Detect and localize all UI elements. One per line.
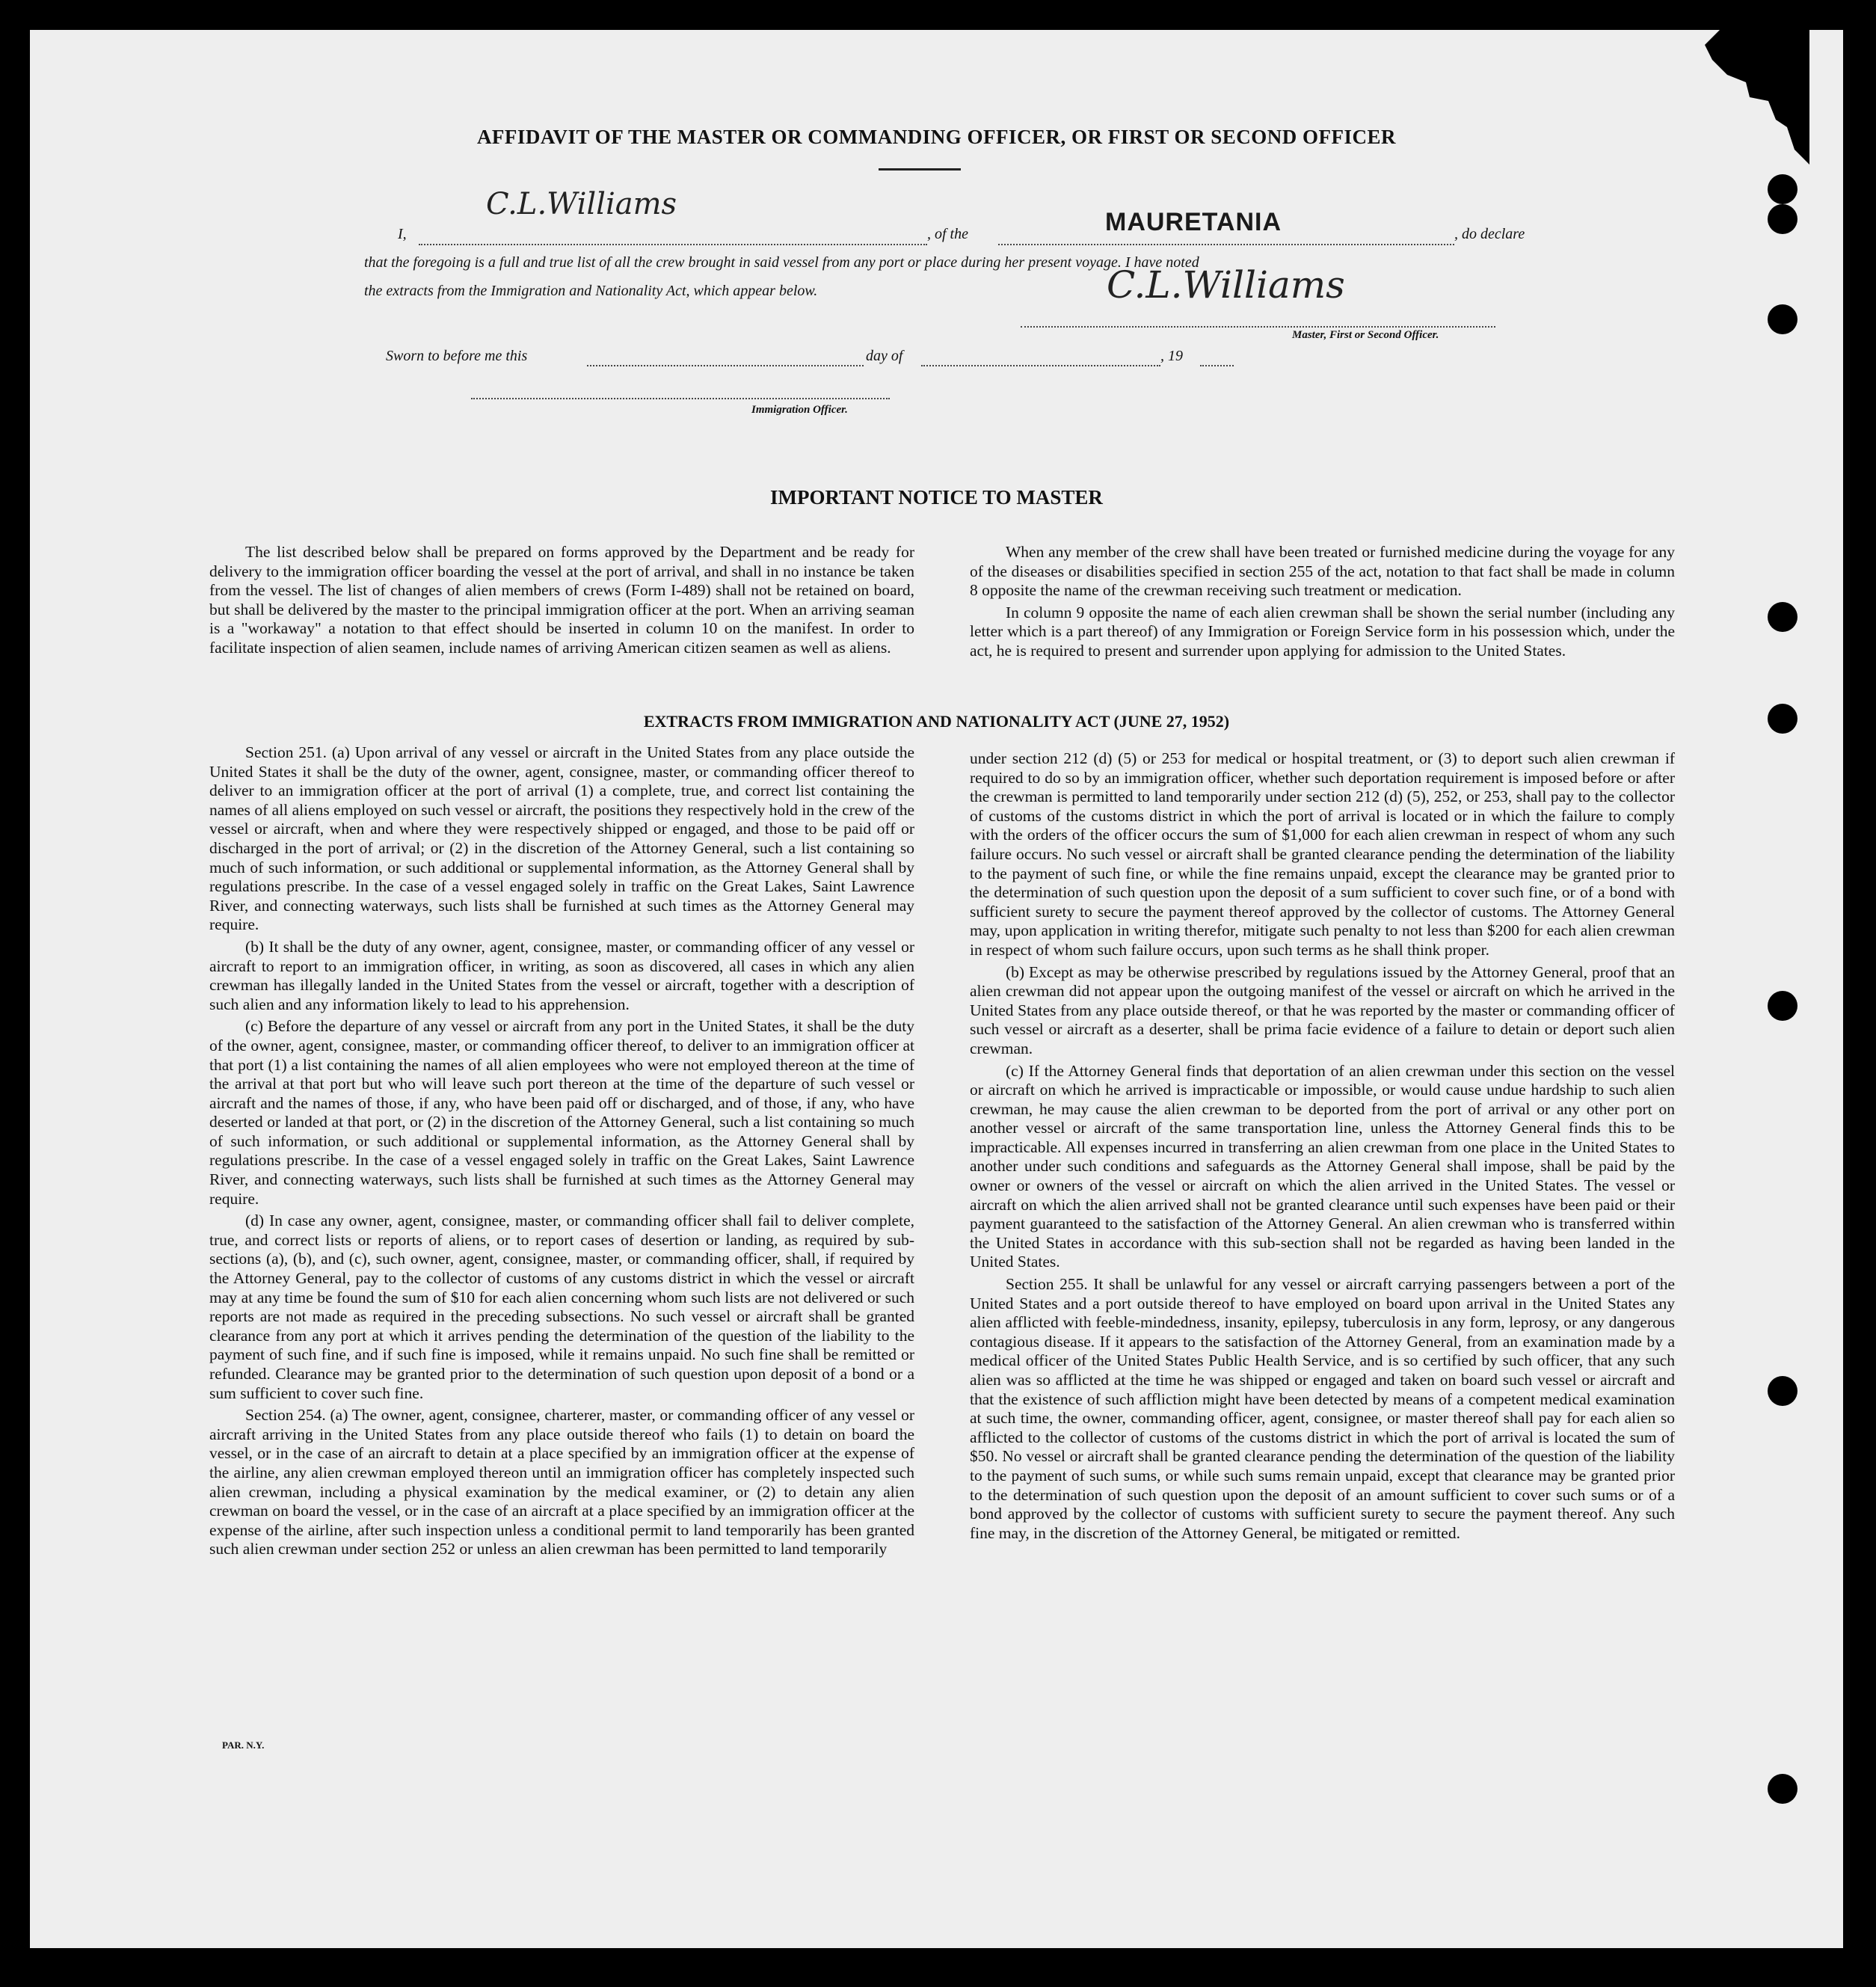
section-254-c: (c) If the Attorney General finds that deportation of an alien crewman under this section on the vessel or aircraft on which he arrived is impracticable or impossible, or would cause undue hardship to such alien crewman, he may cause the alien crewman to be deported from the port of arrival or any other port on another vessel or aircraft of the same transportation line, unless the Attorney General finds this to be impracticable. All expenses incurred in transferring an alien crewman from one place in the United States to another under such conditions and safeguards as the Attorney General shall impose, shall be paid by the owner or owners of the vessel or aircraft on which the alien arrived in the United States. The vessel or aircraft on which the alien arrived shall not be granted clearance until such expenses have been paid or their payment guaranteed to the satisfaction of the Attorney General. An alien crewman who is transferred within the United States in accordance with this sub-section shall not be regarded as having been landed in the United States. — [970, 1061, 1675, 1271]
binder-hole — [1768, 704, 1797, 734]
notice-right-column — [970, 543, 1675, 664]
master-signature: C.L.Williams — [1107, 263, 1345, 307]
officer-name-handwritten: C.L.Williams — [486, 187, 677, 221]
section-251-d: (d) In case any owner, agent, consignee, master, or commanding officer shall fail to deliver complete, true, and correct lists or reports of aliens, or to report cases of desertion or landing, as required by sub-sections (a), (b), and (c), such owner, agent, consignee, master, or commanding officer, shall, if required by the Attorney General, pay to the collector of customs of any customs district in which the vessel or aircraft may at any time be found the sum of $10 for each alien concerning whom such lists are not delivered or such reports are not made as required in the preceding subsections. No such vessel or aircraft shall be granted clearance from any port at which it arrives pending the determination of the question of the liability to the payment of such fine, and if such fine is imposed, while it remains unpaid. No such fine shall be remitted or refunded. Clearance may be granted prior to the determination of such question upon deposit of a bond or a sum sufficient to cover such fine. — [209, 1211, 914, 1402]
sworn-label: Sworn to before me this — [386, 348, 528, 364]
section-255: Section 255. It shall be unlawful for any vessel or aircraft carrying passengers between a port of the United States and a port outside thereof to have employed on board upon arrival in the United States any alien afflicted with feeble-mindedness, insanity, epilepsy, tuberculosis in any form, leprosy, or any dangerous contagious disease. If it appears to the satisfaction of the Attorney General, from an examination made by a medical officer of the United States Public Health Service, and is so certified by such officer, that any such alien was so afflicted at the time he was shipped or engaged and taken on board such vessel or aircraft and that the existence of such affliction might have been detected by means of a competent medical examination at such time, the owner, commanding officer, agent, consignee, or master thereof shall pay for each alien so afflicted to the collector of customs of the customs district in which the port of arrival is located the sum of $50. No vessel or aircraft shall be granted clearance pending the determination of the question of the liability to the payment of such sums, or while such sums remain unpaid, except that clearance may be granted prior to the determination of such question upon the deposit of an amount sufficient to cover such sums or of a bond approved by the collector of customs with sufficient surety to secure the payment thereof. Any such fine may, in the discretion of the Attorney General, be mitigated or remitted. — [970, 1275, 1675, 1542]
binder-hole — [1768, 1376, 1797, 1406]
label-of-the: , of the — [927, 226, 968, 242]
label-i: I, — [398, 226, 407, 242]
sworn-day-line — [587, 365, 864, 366]
signer-caption: Master, First or Second Officer. — [1292, 329, 1439, 341]
notice-left-column — [209, 543, 914, 661]
declaration-line-2: the extracts from the Immigration and Nationality Act, which appear below. — [364, 283, 818, 299]
officer-name-line — [419, 244, 927, 245]
sworn-month-line — [921, 365, 1160, 366]
immigration-officer-line — [471, 398, 890, 399]
notice-title: IMPORTANT NOTICE TO MASTER — [770, 486, 1103, 509]
vessel-name-line — [998, 244, 1454, 245]
section-254-a-continued: under section 212 (d) (5) or 253 for medical or hospital treatment, or (3) to deport such alien crewman if required to do so by an immigration officer, whether such deportation requirement is imposed before or after the crewman is permitted to land temporarily under section 212 (d) (5), 252, or 253, shall pay to the collector of customs of the customs district in which the port of arrival is located or in which the failure to comply with the orders of the officer occurs the sum of $1,000 for each alien crewman in respect of whom any such failure occurs. No such vessel or aircraft shall be granted clearance pending the determination of the liability to the payment of such fine, or while the fine remains unpaid, except the clearance may be granted prior to the determination of such question upon the deposit of a sum sufficient to cover such fine, or of a bond with sufficient surety to secure the payment thereof approved by the collector of customs. The Attorney General may, upon application in writing therefor, mitigate such penalty to not less than $200 for each alien crewman in respect of whom such failure occurs, upon such terms as he shall think proper. — [970, 749, 1675, 959]
section-251-a: Section 251. (a) Upon arrival of any vessel or aircraft in the United States from any place outside the United States it shall be the duty of the owner, agent, consignee, master, or commanding officer thereof to deliver to an immigration officer at the port of arrival (1) a complete, true, and correct list containing the names of all aliens employed on such vessel or aircraft, the positions they respectively hold in the crew of the vessel or aircraft, when and where they were respectively shipped or engaged, and those to be paid off or discharged in the port of arrival; or (2) in the discretion of the Attorney General, such a list containing so much of such information, or such additional or supplemental information, as the Attorney General shall by regulations prescribe. In the case of a vessel engaged solely in traffic on the Great Lakes, Saint Lawrence River, and connecting waterways, such lists shall be furnished at such times as the Attorney General may require. — [209, 743, 914, 934]
section-254-b: (b) Except as may be otherwise prescribed by regulations issued by the Attorney General, proof that an alien crewman did not appear upon the outgoing manifest of the vessel or aircraft on which he arrived in the United States from any place outside thereof, or that he was reported by the master or commanding officer of such vessel or aircraft as a deserter, shall be prima facie evidence of a failure to detain or deport such alien crewman. — [970, 962, 1675, 1057]
binder-hole — [1768, 304, 1797, 334]
signature-line — [1021, 326, 1495, 328]
year-label: , 19 — [1160, 348, 1183, 364]
section-251-b: (b) It shall be the duty of any owner, agent, consignee, master, or commanding officer of any vessel or aircraft to report to an immigration officer, in writing, as soon as discovered, all cases in which any alien crewman has illegally landed in the United States from the vessel or aircraft, together with a description of such alien and any information likely to lead to his apprehension. — [209, 937, 914, 1013]
vessel-name: MAURETANIA — [1105, 208, 1282, 236]
title-divider — [879, 168, 961, 171]
label-do-declare: , do declare — [1454, 226, 1525, 242]
binder-hole — [1768, 204, 1797, 234]
binder-hole — [1768, 602, 1797, 632]
declaration-line-1: that the foregoing is a full and true list of all the crew brought in said vessel from any port or place during her present voyage. I have noted — [364, 254, 1199, 271]
binder-hole — [1768, 991, 1797, 1021]
binder-hole — [1768, 174, 1797, 204]
affidavit-title: AFFIDAVIT OF THE MASTER OR COMMANDING OFFICER, OR FIRST OR SECOND OFFICER — [476, 126, 1397, 148]
extracts-left-column — [209, 743, 914, 1562]
torn-corner — [1705, 30, 1809, 172]
notice-right-paragraph-2: In column 9 opposite the name of each alien crewman shall be shown the serial number (including any letter which is a part thereof) of any Immigration or Foreign Service form in his possession which, under the act, he is required to present and surrender upon applying for admission to the United States. — [970, 603, 1675, 660]
printer-mark: PAR. N.Y. — [222, 1739, 265, 1751]
binder-hole — [1768, 1774, 1797, 1804]
extracts-right-column — [970, 749, 1675, 1546]
notice-left-paragraph: The list described below shall be prepared on forms approved by the Department and be ready for delivery to the immigration officer boarding the vessel at the port of arrival, and shall in no instance be taken from the vessel. The list of changes of alien members of crews (Form I-489) shall not be retained on board, but shall be delivered by the master to the principal immigration officer at the port. When an arriving seaman is a "workaway" a notation to that effect should be inserted in column 10 on the manifest. In order to facilitate inspection of alien seamen, include names of arriving American citizen seamen as well as aliens. — [209, 543, 914, 657]
section-251-c: (c) Before the departure of any vessel or aircraft from any port in the United States, it shall be the duty of the owner, agent, consignee, master, or commanding officer thereof, to deliver to an immigration officer at that port (1) a list containing the names of all alien employees who were not employed thereon at the time of the arrival at that port but who will leave such port thereon at the time of the departure of such vessel or aircraft and the names of those, if any, who have been paid off or discharged, and of those, if any, who have deserted or landed at that port, or (2) in the discretion of the Attorney General, such a list containing so much of such information, or such additional or supplemental information, as the Attorney General shall by regulations prescribe. In the case of a vessel engaged solely in traffic on the Great Lakes, Saint Lawrence River, and connecting waterways, such lists shall be furnished at such times as the Attorney General may require. — [209, 1017, 914, 1208]
document-page — [30, 30, 1843, 1948]
notice-right-paragraph-1: When any member of the crew shall have been treated or furnished medicine during the voyage for any of the diseases or disabilities specified in section 255 of the act, notation to that fact shall be made in column 8 opposite the name of the crewman receiving such treatment or medication. — [970, 543, 1675, 600]
extracts-title: EXTRACTS FROM IMMIGRATION AND NATIONALITY ACT (JUNE 27, 1952) — [643, 712, 1230, 731]
immigration-officer-caption: Immigration Officer. — [751, 404, 848, 416]
section-254-a: Section 254. (a) The owner, agent, consignee, charterer, master, or commanding officer of any vessel or aircraft arriving in the United States from any place outside thereof who fails (1) to detain on board the vessel, or in the case of an aircraft to detain at a place specified by an immigration officer at the expense of the airline, any alien crewman employed thereon until an immigration officer has completely inspected such alien crewman, including a physical examination by the medical examiner, or (2) to detain any alien crewman on board the vessel, or in the case of an aircraft at a place specified by an immigration officer at the expense of the airline, after such inspection unless a conditional permit to land temporarily has been granted such alien crewman under section 252 or unless an alien crewman has been permitted to land temporarily — [209, 1406, 914, 1558]
sworn-year-line — [1200, 365, 1234, 366]
day-of-label: day of — [866, 348, 903, 364]
